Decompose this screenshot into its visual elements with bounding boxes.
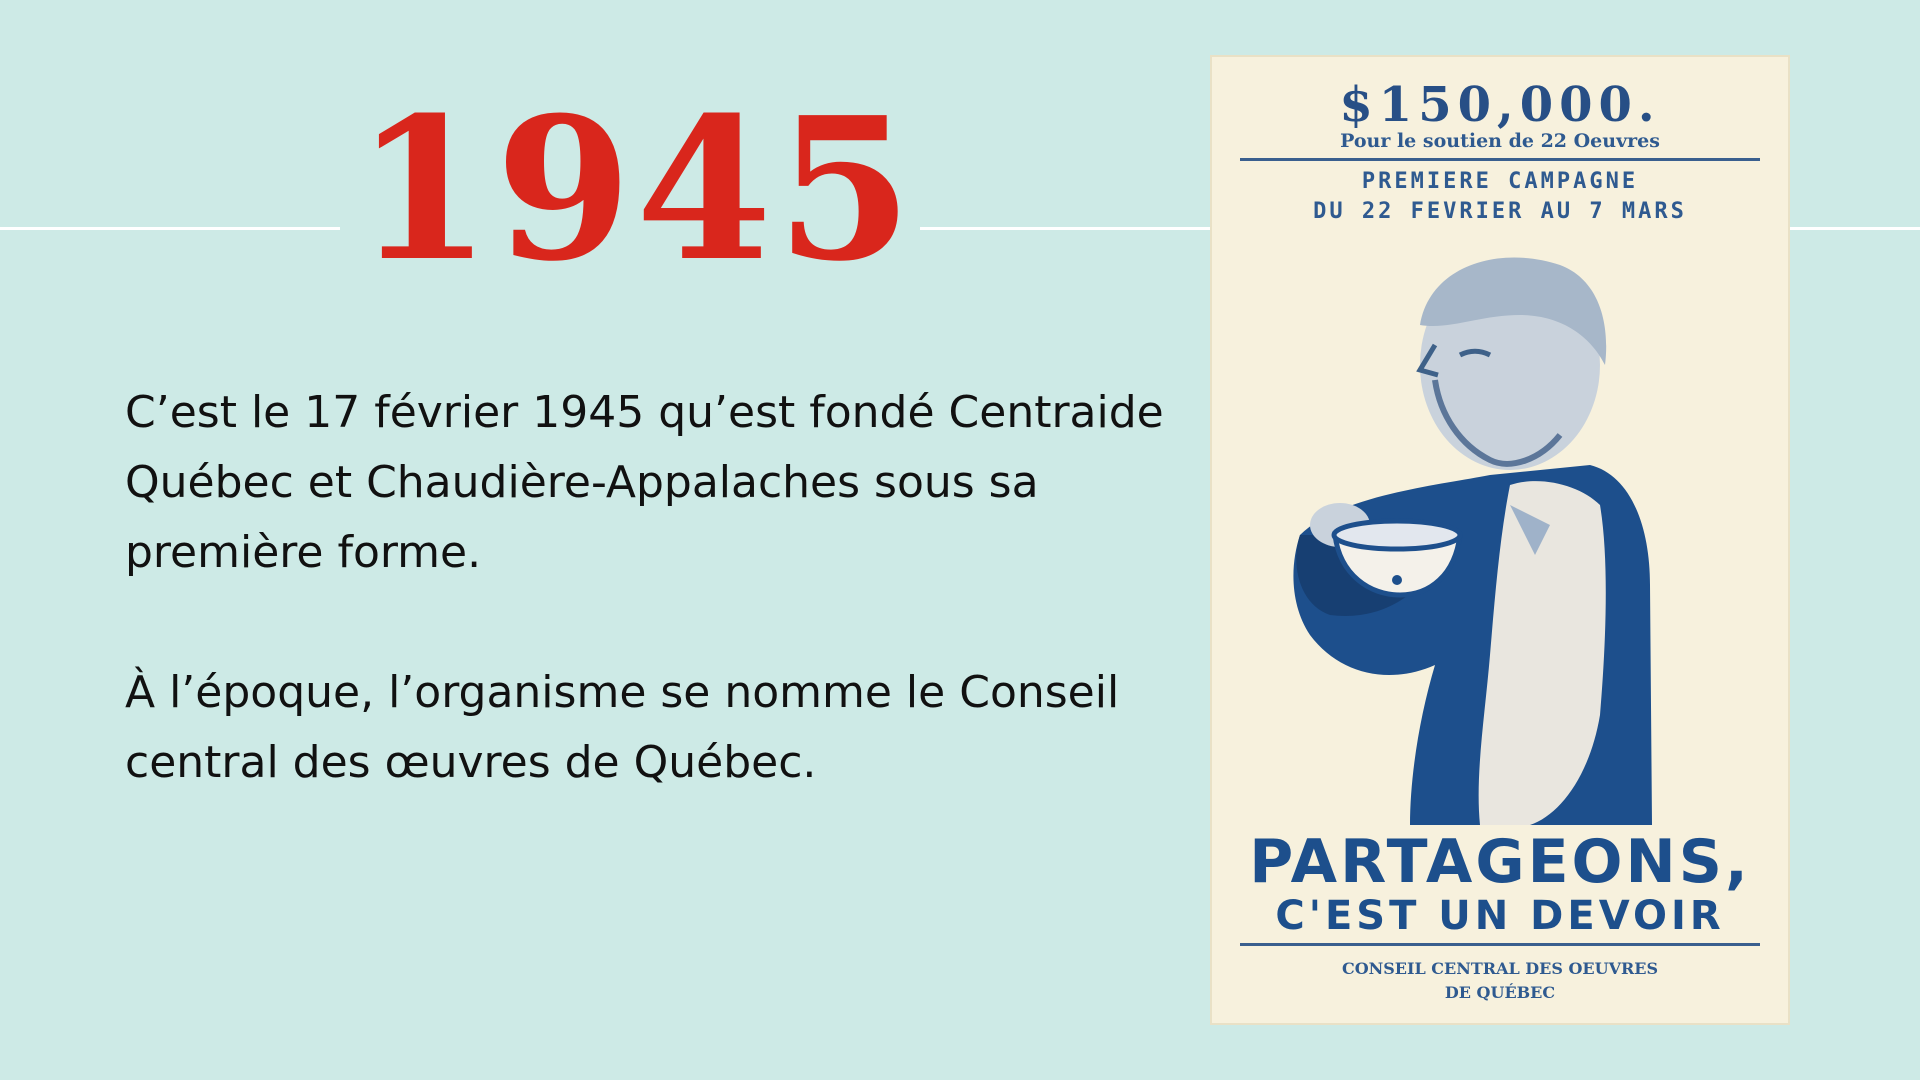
poster-organization: [1210, 957, 1790, 1005]
paragraph-original-name: À l’époque, l’organisme se nomme le Conseil central des œuvres de Québec.: [125, 667, 1120, 788]
year-heading: 1945: [355, 75, 917, 305]
poster-rule-top: [1240, 158, 1760, 161]
poster-slogan-line2: C'EST UN DEVOIR: [1275, 893, 1725, 939]
poster-campaign-line1: PREMIERE CAMPAGNE: [1361, 169, 1639, 194]
poster-org-line2: DE QUÉBEC: [1444, 983, 1556, 1002]
divider-line-left: [0, 227, 340, 230]
poster-subtitle: Pour le soutien de 22 Oeuvres: [1340, 130, 1660, 152]
body-text: [125, 378, 1165, 798]
paragraph-founding: C’est le 17 février 1945 qu’est fondé Centraide Québec et Chaudière-Appalaches sous sa première forme.: [125, 387, 1164, 578]
divider-line-middle: [920, 227, 1210, 230]
poster-campaign-line2: DU 22 FEVRIER AU 7 MARS: [1313, 199, 1687, 224]
campaign-poster-image: [1210, 55, 1790, 1025]
poster-amount: $150,000.: [1339, 77, 1661, 133]
poster-rule-bottom: [1240, 943, 1760, 946]
poster-slogan-line1: PARTAGEONS,: [1249, 827, 1751, 897]
poster-illustration-man-with-bowl: [1260, 235, 1750, 825]
poster-campaign: [1210, 167, 1790, 227]
divider-line-right: [1790, 227, 1920, 230]
poster-org-line1: CONSEIL CENTRAL DES OEUVRES: [1341, 959, 1659, 978]
